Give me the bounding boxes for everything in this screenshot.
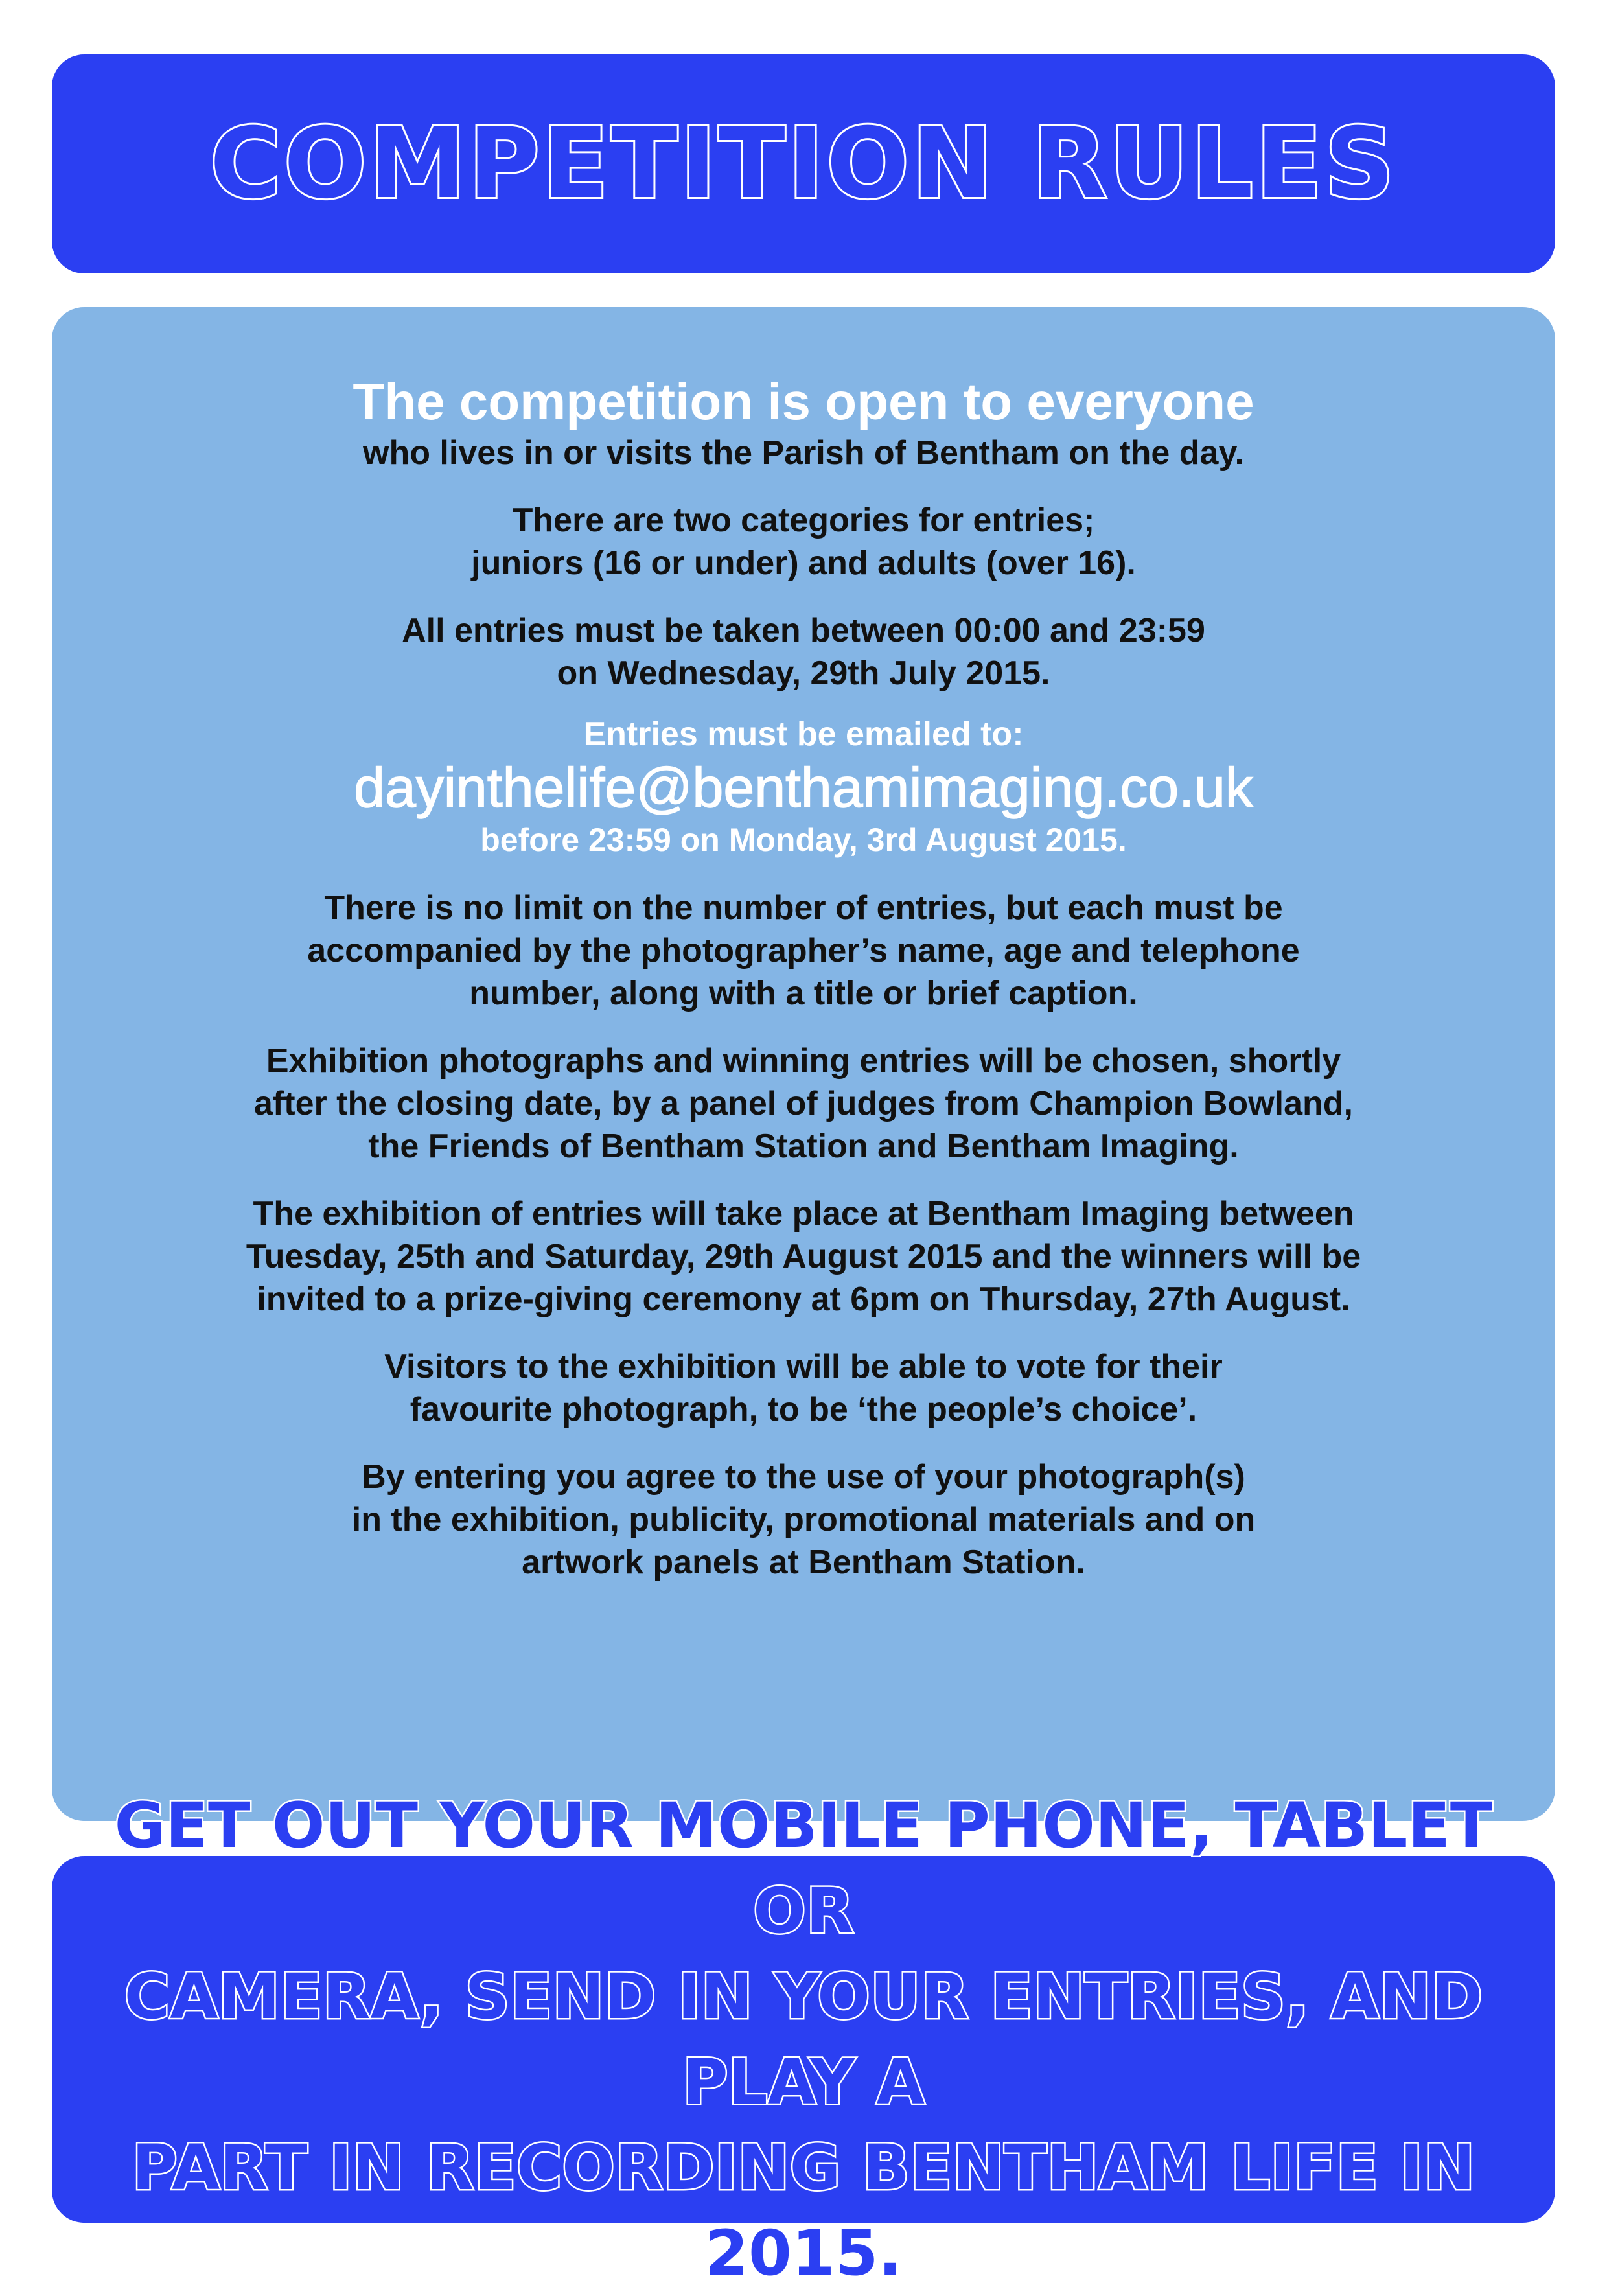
consent-line: in the exhibition, publicity, promotional materials and on bbox=[351, 1501, 1256, 1538]
cta-line: GET OUT YOUR MOBILE PHONE, TABLET OR bbox=[114, 1789, 1493, 1947]
categories-rule bbox=[52, 499, 1555, 585]
judging-line: Exhibition photographs and winning entries will be chosen, shortly bbox=[266, 1042, 1341, 1080]
limit-line: accompanied by the photographer’s name, age and telephone bbox=[307, 932, 1300, 969]
vote-line: favourite photograph, to be ‘the people’s choice’. bbox=[410, 1391, 1197, 1428]
entry-limit-rule bbox=[52, 887, 1555, 1015]
judging-line: after the closing date, by a panel of judges from Champion Bowland, bbox=[254, 1085, 1353, 1122]
limit-line: There is no limit on the number of entries, but each must be bbox=[324, 889, 1283, 927]
email-rule bbox=[52, 712, 1555, 861]
email-deadline: before 23:59 on Monday, 3rd August 2015. bbox=[480, 822, 1127, 858]
call-to-action-text bbox=[84, 1783, 1523, 2296]
consent-line: artwork panels at Bentham Station. bbox=[522, 1544, 1085, 1581]
cta-line: PART IN RECORDING BENTHAM LIFE IN 2015. bbox=[132, 2131, 1475, 2290]
open-heading: The competition is open to everyone bbox=[353, 373, 1254, 430]
timing-line: on Wednesday, 29th July 2015. bbox=[557, 655, 1050, 692]
page-title: COMPETITION RULES bbox=[209, 108, 1398, 220]
judging-rule bbox=[52, 1039, 1555, 1168]
categories-line: There are two categories for entries; bbox=[512, 502, 1095, 539]
email-address[interactable]: dayinthelife@benthamimaging.co.uk bbox=[354, 757, 1253, 819]
consent-rule bbox=[52, 1455, 1555, 1584]
email-intro: Entries must be emailed to: bbox=[583, 715, 1024, 753]
exhibition-line: The exhibition of entries will take place at Bentham Imaging between bbox=[253, 1195, 1354, 1233]
vote-rule bbox=[52, 1345, 1555, 1431]
timing-line: All entries must be taken between 00:00 and 23:59 bbox=[402, 612, 1205, 649]
exhibition-line: invited to a prize-giving ceremony at 6pm on Thursday, 27th August. bbox=[257, 1281, 1350, 1318]
vote-line: Visitors to the exhibition will be able to vote for their bbox=[384, 1348, 1223, 1386]
limit-line: number, along with a title or brief caption. bbox=[469, 975, 1138, 1012]
open-subheading: who lives in or visits the Parish of Bentham on the day. bbox=[363, 434, 1244, 472]
categories-line: juniors (16 or under) and adults (over 16). bbox=[471, 544, 1136, 582]
consent-line: By entering you agree to the use of your photograph(s) bbox=[362, 1458, 1245, 1496]
timing-rule bbox=[52, 609, 1555, 695]
cta-line: CAMERA, SEND IN YOUR ENTRIES, AND PLAY A bbox=[124, 1960, 1483, 2118]
call-to-action-banner bbox=[52, 1789, 1555, 2290]
title-banner bbox=[52, 54, 1555, 273]
exhibition-line: Tuesday, 25th and Saturday, 29th August 2015 and the winners will be bbox=[246, 1238, 1361, 1275]
rules-panel bbox=[52, 307, 1555, 1821]
exhibition-rule bbox=[52, 1192, 1555, 1321]
judging-line: the Friends of Bentham Station and Bentham Imaging. bbox=[368, 1128, 1239, 1165]
